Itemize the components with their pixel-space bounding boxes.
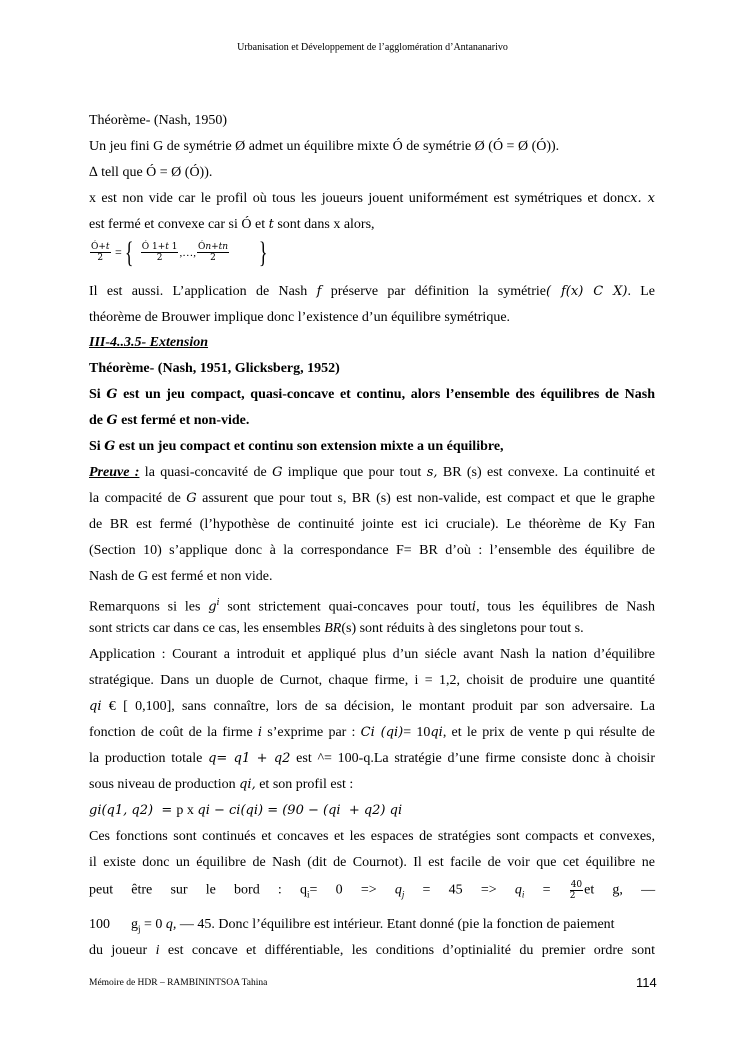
theorem-statement: Si 𝑮 est un jeu compact et continu son extension mixte a un équilibre, [89,439,504,454]
paragraph-line: Application : Courant a introduit et appliqué plus d’un siécle avant Nash la nation d’équilibre [89,647,655,662]
paragraph-line: la compacité de 𝐺 assurent que pour tout s, BR (s) est non-valide, est compact et que le graphe [89,491,655,506]
paragraph-line: 100 $g_j = 0$ q, — 45. Donc l’équilibre est intérieur. Etant donné (pie la fonction de paiement [89,917,615,934]
fraction: $\frac{\text{Ó+𝑡}}{2}$ [91,242,110,264]
fraction: $\frac{\text{Ó 1+𝑡 1}}{2}$ [141,242,178,264]
paragraph-line: ∆ tell que Ó = Ø (Ó)). [89,165,213,180]
theorem-title-1951: Théorème- (Nash, 1951, Glicksberg, 1952) [89,361,340,376]
fraction: $\frac{40}{2}$ [569,880,583,901]
paragraph-line: stratégique. Dans un duople de Curnot, chaque firme, i = 1,2, choisit de produire une quantité [89,673,655,688]
right-brace: } [258,235,268,269]
running-header: Urbanisation et Développement de l’agglomération d’Antananarivo [237,42,508,53]
section-heading: III-4..3.5- Extension [89,335,209,350]
theorem-statement: de 𝑮 est fermé et non-vide. [89,413,250,428]
proof-label: Preuve : [89,465,140,480]
paragraph-line: est fermé et convexe car si Ó et 𝑡 sont dans x alors, [89,217,375,232]
paragraph-line: du joueur i est concave et différentiable, les conditions d’optinialité du premier ordre sont [89,943,655,958]
paragraph-line: sont stricts car dans ce cas, les ensembles BR(s) sont réduits à des singletons pour tout s. [89,621,584,636]
paragraph-line: Un jeu fini G de symétrie Ø admet un équilibre mixte Ó de symétrie Ø (Ó = Ø (Ó)). [89,139,560,154]
profit-equation: 𝑔𝑖(𝑞1, 𝑞2) = p x 𝑞𝑖 − 𝑐𝑖(𝑞𝑖) = (90 − (𝑞𝑖 + 𝑞2) 𝑞𝑖 [89,803,403,818]
paragraph-line: Remarquons si les 𝑔$^𝑖$ sont strictement quai-concaves pour tout𝑖, tous les équilibres de Nash [89,598,655,615]
paragraph-line: peut être sur le bord : $q_i= 0 => q_j = 45 => q_i$ = $\frac{40}{2}$ et g, — [89,880,656,901]
fraction: $\frac{\text{Ó𝑛+𝑡𝑛}}{2}$ [197,242,229,264]
paragraph-line: Ces fonctions sont continués et concaves et les espaces de stratégies sont compacts et convexes, [89,829,655,844]
left-brace: { [124,235,134,269]
running-footer: Mémoire de HDR – RAMBININTSOA Tahina [89,978,268,988]
theorem-title-1950: Théorème- (Nash, 1950) [89,113,228,128]
paragraph-line: la production totale 𝑞= 𝑞1 + 𝑞2 est ^= 100-q.La stratégie d’une firme consiste donc à choisir [89,751,655,766]
paragraph-line: de BR est fermé (l’hypothèse de continuité jointe est ici cruciale). Le théorème de Ky Fan [89,517,655,532]
fraction-equation: $\frac{\text{Ó+𝑡}}{2}$ ={ $\frac{\text{Ó 1+𝑡 1}}{2}$ ,…, $\frac{\text{Ó𝑛+𝑡𝑛}}{2}$ } [91,235,268,269]
paragraph-line: 𝑞𝑖 € [ 0,100], sans connaître, lors de sa décision, le montant produit par son adversaire. La [89,699,655,714]
theorem-statement: Si 𝑮 est un jeu compact, quasi-concave et continu, alors l’ensemble des équilibres de Nash [89,387,655,402]
paragraph-line: fonction de coût de la firme 𝑖 s’exprime par : 𝐶𝑖 (𝑞𝑖)= 10𝑞𝑖, et le prix de vente p qui résulte de [89,725,655,740]
paragraph-line: (Section 10) s’applique donc à la correspondance F= BR d’où : l’ensemble des équilibre de [89,543,655,558]
paragraph-line: x est non vide car le profil où tous les joueurs jouent uniformément est symétriques et donc𝑥. 𝑥 [89,191,655,206]
paragraph-line: il existe donc un équilibre de Nash (dit de Cournot). Il est facile de voir que cet équilibre ne [89,855,655,870]
paragraph-line: sous niveau de production 𝑞𝑖, et son profil est : [89,777,354,792]
paragraph-line: théorème de Brouwer implique donc l’existence d’un équilibre symétrique. [89,310,511,325]
proof-line: Preuve : la quasi-concavité de 𝐺 implique que pour tout 𝑠, BR (s) est convexe. La continuité et [89,465,656,480]
paragraph-line: Il est aussi. L’application de Nash 𝑓 préserve par définition la symétrie( 𝑓(𝑥) 𝐶 𝑋). Le [89,284,656,299]
paragraph-line: Nash de G est fermé et non vide. [89,569,273,584]
page-number: 114 [636,975,657,990]
